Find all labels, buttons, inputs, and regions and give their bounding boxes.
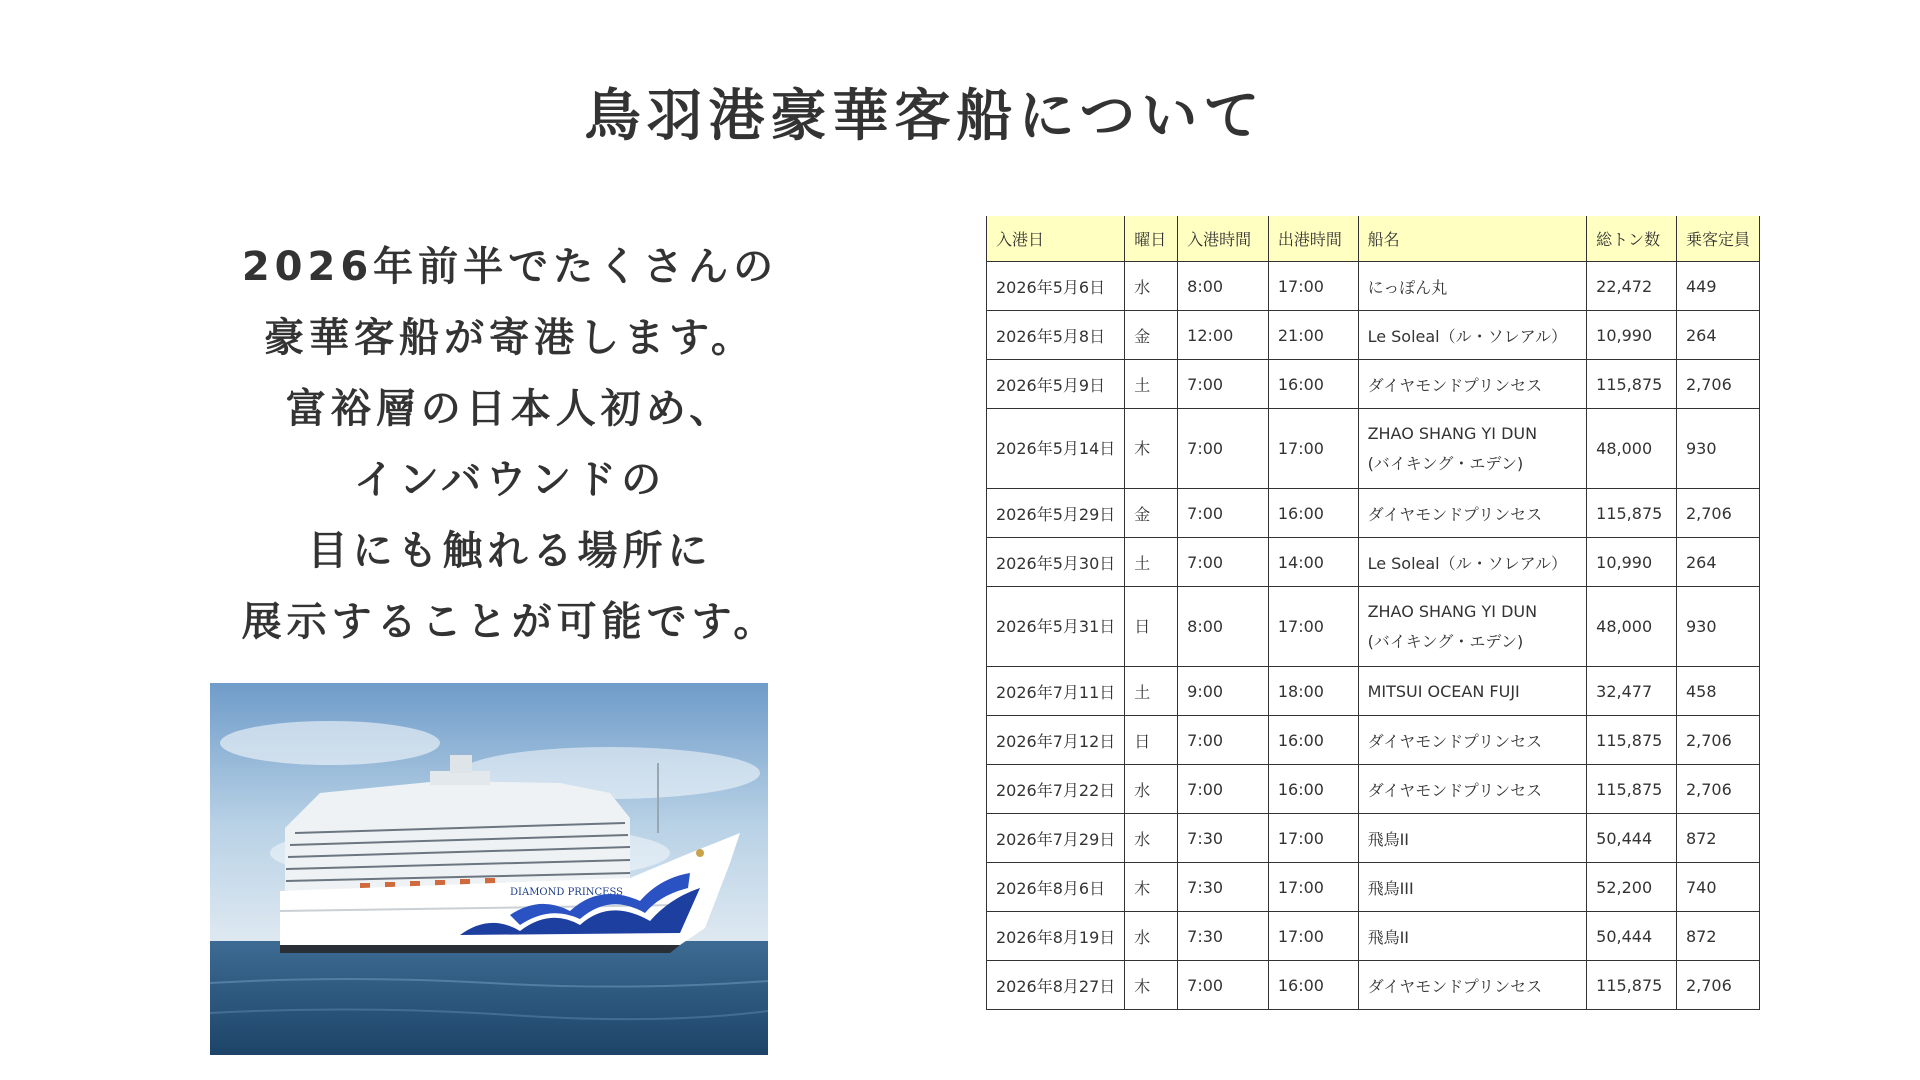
- ship-name-line: ZHAO SHANG YI DUN: [1367, 423, 1538, 443]
- ship-name-line: ZHAO SHANG YI DUN: [1367, 601, 1538, 621]
- cell-departure-time: 17:00: [1268, 814, 1358, 863]
- cell-arrival-time: 8:00: [1178, 262, 1269, 311]
- cell-weekday: 日: [1125, 716, 1178, 765]
- cell-ship-name: [1358, 360, 1587, 409]
- header-gross-tonnage: 総トン数: [1587, 216, 1677, 262]
- cell-arrival-date: 2026年5月30日: [987, 538, 1125, 587]
- lead-line: 目にも触れる場所に: [307, 528, 713, 574]
- cell-weekday: 金: [1125, 311, 1178, 360]
- ship-name-line: (バイキング・エデン): [1367, 631, 1524, 651]
- ship-name-line: ダイヤモンドプリンセス: [1367, 375, 1543, 395]
- lead-line: 2026年前半でたくさんの: [241, 244, 779, 290]
- cell-arrival-time: 9:00: [1178, 667, 1269, 716]
- cell-departure-time: 16:00: [1268, 716, 1358, 765]
- cell-departure-time: 17:00: [1268, 262, 1358, 311]
- cell-weekday: 木: [1125, 863, 1178, 912]
- table-row: [987, 814, 1760, 863]
- table-row: [987, 587, 1760, 667]
- cell-ship-name: [1358, 716, 1587, 765]
- cell-weekday: 土: [1125, 667, 1178, 716]
- ship-name-line: ダイヤモンドプリンセス: [1367, 976, 1543, 996]
- cell-arrival-date: 2026年5月31日: [987, 587, 1125, 667]
- cell-arrival-date: 2026年8月27日: [987, 961, 1125, 1010]
- cell-passenger-capacity: 930: [1676, 587, 1759, 667]
- ship-name-line: ダイヤモンドプリンセス: [1367, 731, 1543, 751]
- cell-weekday: 水: [1125, 765, 1178, 814]
- cell-passenger-capacity: 2,706: [1676, 360, 1759, 409]
- cell-gross-tonnage: 115,875: [1587, 360, 1677, 409]
- cell-ship-name: [1358, 961, 1587, 1010]
- ship-name-line: ダイヤモンドプリンセス: [1367, 504, 1543, 524]
- cell-arrival-time: 7:30: [1178, 912, 1269, 961]
- cell-departure-time: 14:00: [1268, 538, 1358, 587]
- cell-passenger-capacity: 2,706: [1676, 765, 1759, 814]
- cell-passenger-capacity: 2,706: [1676, 489, 1759, 538]
- cell-weekday: 水: [1125, 814, 1178, 863]
- table-row: [987, 311, 1760, 360]
- cell-ship-name: [1358, 262, 1587, 311]
- header-passenger-capacity: 乗客定員: [1676, 216, 1759, 262]
- cell-weekday: 木: [1125, 961, 1178, 1010]
- cell-arrival-date: 2026年5月6日: [987, 262, 1125, 311]
- cell-arrival-date: 2026年5月9日: [987, 360, 1125, 409]
- cell-arrival-time: 7:00: [1178, 538, 1269, 587]
- cell-gross-tonnage: 50,444: [1587, 814, 1677, 863]
- cell-arrival-time: 7:00: [1178, 716, 1269, 765]
- cell-departure-time: 17:00: [1268, 587, 1358, 667]
- cell-passenger-capacity: 2,706: [1676, 716, 1759, 765]
- cell-weekday: 水: [1125, 262, 1178, 311]
- cell-passenger-capacity: 264: [1676, 538, 1759, 587]
- cell-arrival-date: 2026年7月11日: [987, 667, 1125, 716]
- cell-gross-tonnage: 48,000: [1587, 409, 1677, 489]
- page-title: 鳥羽港豪華客船について: [584, 84, 1266, 149]
- cell-departure-time: 21:00: [1268, 311, 1358, 360]
- cell-weekday: 土: [1125, 538, 1178, 587]
- table-row: [987, 863, 1760, 912]
- cell-weekday: 木: [1125, 409, 1178, 489]
- cell-arrival-date: 2026年7月29日: [987, 814, 1125, 863]
- cell-departure-time: 17:00: [1268, 409, 1358, 489]
- cell-ship-name: [1358, 667, 1587, 716]
- cell-passenger-capacity: 930: [1676, 409, 1759, 489]
- lead-line: インバウンドの: [353, 457, 667, 503]
- cell-ship-name: [1358, 311, 1587, 360]
- cell-ship-name: [1358, 409, 1587, 489]
- table-row: [987, 538, 1760, 587]
- cell-gross-tonnage: 10,990: [1587, 538, 1677, 587]
- cell-weekday: 土: [1125, 360, 1178, 409]
- table-row: [987, 409, 1760, 489]
- table-row: [987, 912, 1760, 961]
- cell-arrival-time: 7:30: [1178, 863, 1269, 912]
- ship-name-line: (バイキング・エデン): [1367, 453, 1524, 473]
- cell-passenger-capacity: 872: [1676, 912, 1759, 961]
- cell-gross-tonnage: 22,472: [1587, 262, 1677, 311]
- cell-departure-time: 16:00: [1268, 360, 1358, 409]
- ship-name-line: Le Soleal（ル・ソレアル）: [1367, 326, 1567, 346]
- cell-arrival-time: 7:00: [1178, 360, 1269, 409]
- ship-name-line: にっぽん丸: [1367, 277, 1448, 297]
- cell-departure-time: 16:00: [1268, 961, 1358, 1010]
- table-row: [987, 765, 1760, 814]
- cell-departure-time: 17:00: [1268, 863, 1358, 912]
- table-row: [987, 716, 1760, 765]
- cell-arrival-time: 7:00: [1178, 765, 1269, 814]
- lead-text: [190, 232, 830, 658]
- cell-arrival-date: 2026年5月14日: [987, 409, 1125, 489]
- hull-name-text: DIAMOND PRINCESS: [510, 887, 624, 898]
- table-row: [987, 489, 1760, 538]
- cell-ship-name: [1358, 863, 1587, 912]
- cell-gross-tonnage: 32,477: [1587, 667, 1677, 716]
- cell-gross-tonnage: 10,990: [1587, 311, 1677, 360]
- cell-arrival-date: 2026年7月12日: [987, 716, 1125, 765]
- ship-name-line: ダイヤモンドプリンセス: [1367, 780, 1543, 800]
- cell-gross-tonnage: 115,875: [1587, 489, 1677, 538]
- cell-weekday: 日: [1125, 587, 1178, 667]
- cell-ship-name: [1358, 765, 1587, 814]
- ship-name-line: 飛鳥III: [1367, 878, 1414, 898]
- cell-departure-time: 18:00: [1268, 667, 1358, 716]
- ship-name-line: Le Soleal（ル・ソレアル）: [1367, 553, 1567, 573]
- cruise-ship-photo: [210, 683, 768, 1055]
- cell-gross-tonnage: 48,000: [1587, 587, 1677, 667]
- lead-line: 展示することが可能です。: [241, 599, 779, 645]
- header-arrival-date: 入港日: [987, 216, 1125, 262]
- cell-ship-name: [1358, 814, 1587, 863]
- cell-arrival-time: 12:00: [1178, 311, 1269, 360]
- cell-passenger-capacity: 458: [1676, 667, 1759, 716]
- header-departure-time: 出港時間: [1268, 216, 1358, 262]
- cell-gross-tonnage: 115,875: [1587, 961, 1677, 1010]
- cell-gross-tonnage: 50,444: [1587, 912, 1677, 961]
- cell-gross-tonnage: 52,200: [1587, 863, 1677, 912]
- table-row: [987, 667, 1760, 716]
- cell-arrival-date: 2026年7月22日: [987, 765, 1125, 814]
- table-row: [987, 262, 1760, 311]
- cell-departure-time: 16:00: [1268, 489, 1358, 538]
- cell-arrival-date: 2026年8月19日: [987, 912, 1125, 961]
- cell-arrival-time: 7:00: [1178, 961, 1269, 1010]
- cell-arrival-time: 7:00: [1178, 409, 1269, 489]
- cell-passenger-capacity: 740: [1676, 863, 1759, 912]
- table-row: [987, 961, 1760, 1010]
- cell-ship-name: [1358, 538, 1587, 587]
- cell-passenger-capacity: 449: [1676, 262, 1759, 311]
- cell-ship-name: [1358, 489, 1587, 538]
- ship-name-line: 飛鳥II: [1367, 829, 1410, 849]
- cell-arrival-time: 7:30: [1178, 814, 1269, 863]
- table-body: [987, 262, 1760, 1010]
- cell-ship-name: [1358, 912, 1587, 961]
- ship-name-line: MITSUI OCEAN FUJI: [1367, 681, 1520, 701]
- cell-gross-tonnage: 115,875: [1587, 716, 1677, 765]
- cell-departure-time: 16:00: [1268, 765, 1358, 814]
- lead-line: 豪華客船が寄港します。: [264, 315, 756, 361]
- cell-arrival-date: 2026年5月8日: [987, 311, 1125, 360]
- cell-arrival-time: 8:00: [1178, 587, 1269, 667]
- header-weekday: 曜日: [1125, 216, 1178, 262]
- cell-gross-tonnage: 115,875: [1587, 765, 1677, 814]
- header-arrival-time: 入港時間: [1178, 216, 1269, 262]
- cell-departure-time: 17:00: [1268, 912, 1358, 961]
- cruise-schedule-table: [986, 216, 1760, 1010]
- cell-arrival-date: 2026年5月29日: [987, 489, 1125, 538]
- cell-passenger-capacity: 2,706: [1676, 961, 1759, 1010]
- cell-passenger-capacity: 264: [1676, 311, 1759, 360]
- cell-arrival-time: 7:00: [1178, 489, 1269, 538]
- header-ship-name: 船名: [1358, 216, 1587, 262]
- table-header-row: [987, 216, 1760, 262]
- lead-line: 富裕層の日本人初め、: [285, 386, 735, 432]
- cell-passenger-capacity: 872: [1676, 814, 1759, 863]
- cell-arrival-date: 2026年8月6日: [987, 863, 1125, 912]
- ship-name-line: 飛鳥II: [1367, 927, 1410, 947]
- table-row: [987, 360, 1760, 409]
- cell-ship-name: [1358, 587, 1587, 667]
- cell-weekday: 水: [1125, 912, 1178, 961]
- cell-weekday: 金: [1125, 489, 1178, 538]
